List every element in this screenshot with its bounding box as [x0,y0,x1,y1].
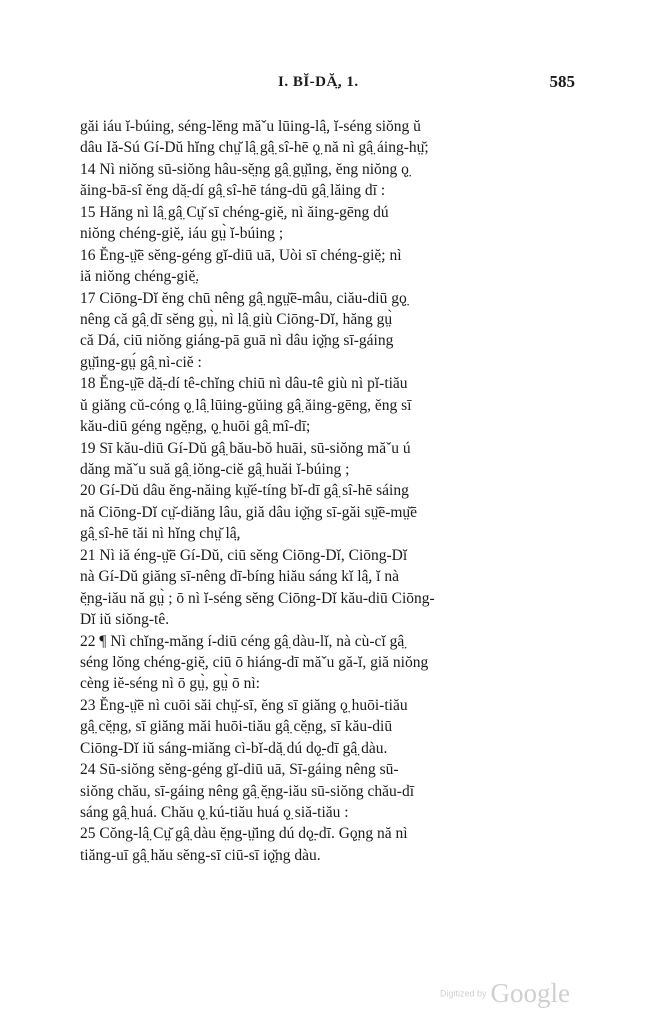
running-head [80,74,575,98]
text-line: 19 Sī kău-diū Gí-Dŭ gâ̤ bău-bŏ huāi, sū-siŏng măˇu ú [80,439,411,457]
text-line: siŏng chău, sī-gáing nêng gâ̤ ĕ̤ng-iău sū-siŏng chău-dī [80,782,415,800]
text-line: găi iáu ĭ-búing, séng-lĕng măˇu lūing-lâ̤, ĭ-séng siŏng ŭ [80,118,421,135]
text-line: 20 Gí-Dŭ dâu ĕng-năing kṳ̆é-tíng bĭ-dī gâ̤ sî-hē sáing [80,482,409,500]
text-line: ŭ giăng cŭ-cóng ǫ̤ lâ̤ lūing-gŭing gâ̤ ăing-gēng, ĕng sī [80,396,412,414]
running-title: I. BĬ-DĂ̤, 1. [278,74,359,90]
page-number: 585 [549,72,575,91]
text-line: 15 Hăng nì lâ̤ gâ̤ Cṳ̆ sī chéng-giĕ̤, nì ăing-gēng dú [80,203,389,221]
watermark-prefix: Digitized by [440,988,487,999]
text-line: nà Gí-Dŭ giăng sī-nêng dī-bíng hiău sáng kĭ lâ̤, ĭ nà [80,568,399,586]
text-line: Dĭ iŭ siŏng-tê. [80,611,170,629]
text-line: tiăng-uī gâ̤ hău sĕng-sī ciū-sī iǫ̤̆ng dàu. [80,846,321,864]
text-line: cèng iĕ-séng nì ō gṳ̀, gṳ̀ ō nì: [80,675,260,693]
text-line: dăng măˇu suă gâ̤ iŏng-ciĕ gâ̤ huăi ĭ-búing ; [80,461,350,478]
text-line: Ciōng-Dĭ iŭ sáng-miăng cì-bĭ-dă̤ dú dǫ̤-dī gâ̤ dàu. [80,739,388,757]
text-line: 14 Nì niŏng sū-siŏng hâu-sĕ̤ng gâ̤ gṳ̆ing, ĕng niŏng ǫ̤ [80,160,409,178]
text-line: nêng că gâ̤ dī sĕng gṳ̀, nì lâ̤ giù Ciōng-Dĭ, hăng gṳ̀ [80,310,393,328]
text-line: 23 Ĕng-ṳ̆ē nì cuōi săi chṳ̆-sī, ĕng sī giăng ǫ̤ huōi-tiău [80,696,408,714]
text-line: 17 Ciōng-Dĭ ĕng chū nêng gâ̤ ngṳ̆ē-mâu, ciău-diū gǫ̤ [80,289,407,307]
text-line: gâ̤ cĕ̤ng, sī giăng măi huōi-tiău gâ̤ cĕ̤ng, sī kău-diū [80,718,393,736]
text-line: ăing-bā-sî ĕng dă̤-dí gâ̤ sî-hē táng-dū gâ̤ lăing dī : [80,182,386,200]
text-line: sáng gâ̤ huá. Chău ǫ̤ kú-tiău huá ǫ̤ siă-tiău : [80,804,349,821]
text-line: gâ̤ sî-hē tăi nì hĭng chṳ̆ lâ̤, [80,525,241,543]
google-logo: Google [490,978,571,1008]
text-line: ĕ̤ng-iău nă gṳ̀ ; ō nì ĭ-séng sĕng Ciōng-Dĭ kău-diū Ciōng- [80,589,435,607]
digitized-by-google-watermark [440,978,570,1009]
text-line: iă niŏng chéng-giĕ̤. [80,268,200,286]
text-line: kău-diū géng ngĕ̤ng, ǫ̤ huōi gâ̤ mî-dī; [80,418,311,436]
text-line: 16 Ĕng-ṳ̆ē sĕng-géng gĭ-diū uā, Uòi sī chéng-giĕ̤; nì [80,246,402,264]
text-line: 22 ¶ Nì chĭng-măng í-diū céng gâ̤ dàu-lĭ, nà cù-cĭ gâ̤ [80,632,405,650]
text-line: că Dá, ciū niŏng giáng-pā guā nì dâu iǫ̤̆ng sī-gáing [80,332,394,350]
text-line: nă Ciōng-Dĭ cṳ̆-diăng lâu, giă dâu iǫ̤̆ng sī-găi sṳ̆ē-mṳ̆ē [80,503,418,521]
text-line: 21 Nì iă éng-ṳ̆ē Gí-Dŭ, ciū sĕng Ciōng-Dĭ, Ciōng-Dĭ [80,546,408,564]
text-line: séng lŏng chéng-giĕ̤, ciū ō hiáng-dī măˇu gă-ĭ, giă niŏng [80,653,429,671]
text-line: dâu Iă-Sú Gí-Dŭ hĭng chṳ̆ lâ̤ gâ̤ sî-hē ǫ̤ nă nì gâ̤ áing-hṳ̆; [80,139,429,157]
text-body [80,116,580,866]
text-line: 25 Cŏng-lâ̤ Cṳ̆ gâ̤ dàu ĕ̤ng-ṳ̆ing dú dǫ̤-dī. Gǫ̤ng nă nì [80,825,408,843]
text-line: 24 Sū-siŏng sĕng-géng gĭ-diū uā, Sī-gáing nêng sū- [80,761,399,779]
text-line: 18 Ĕng-ṳ̆ē dă̤-dí tê-chĭng chiū nì dâu-tê giù nì pĭ-tiău [80,375,408,393]
text-line: niŏng chéng-giĕ̤, iáu gṳ̀ ĭ-búing ; [80,225,284,243]
text-line: gṳ̆ing-gṳ́ gâ̤ nì-ciĕ : [80,353,202,371]
